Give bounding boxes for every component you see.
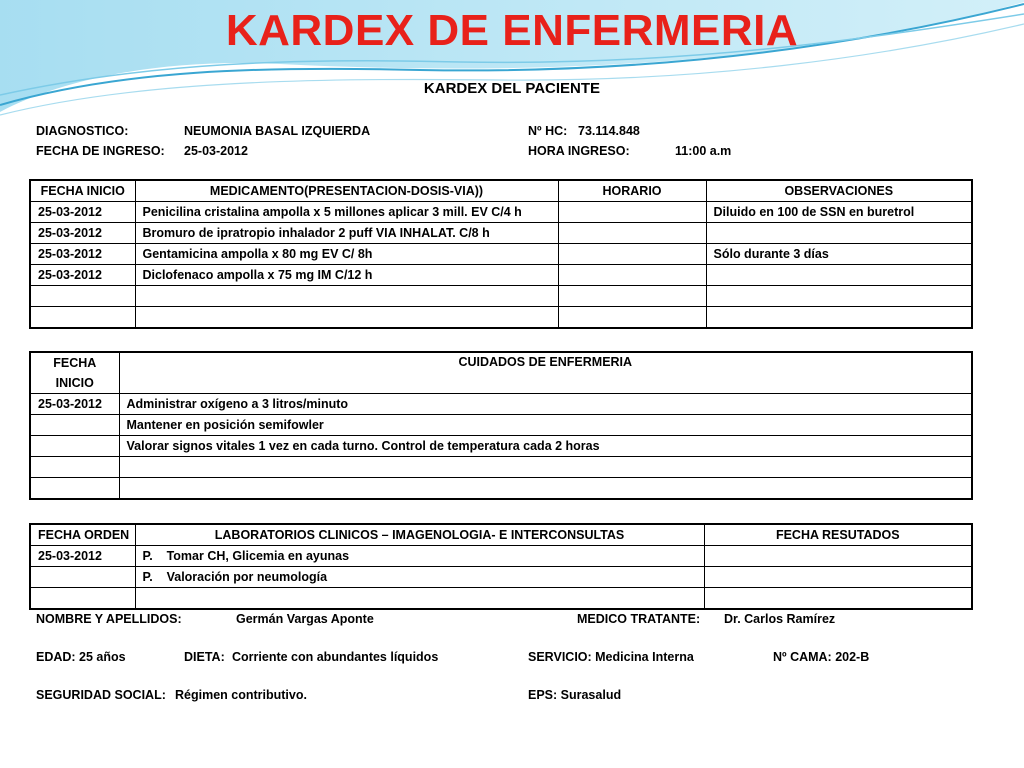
servicio-text: SERVICIO: Medicina Interna xyxy=(528,650,694,664)
cell-fecha xyxy=(30,307,135,329)
page-title: KARDEX DE ENFERMERIA xyxy=(225,6,799,55)
medico-value: Dr. Carlos Ramírez xyxy=(724,612,836,626)
cell-fecha-resultado xyxy=(704,567,972,588)
cell-fecha: 25-03-2012 xyxy=(30,265,135,286)
cell-horario xyxy=(558,286,706,307)
table-row xyxy=(30,223,972,244)
diagnostico-label: DIAGNOSTICO: xyxy=(36,124,129,138)
fecha-ingreso-value: 25-03-2012 xyxy=(184,144,248,158)
nombre-label: NOMBRE Y APELLIDOS: xyxy=(36,612,182,626)
dieta-value: Corriente con abundantes líquidos xyxy=(232,650,439,664)
cama-text: Nº CAMA: 202-B xyxy=(773,650,870,664)
table-row xyxy=(30,588,972,610)
table-row xyxy=(30,286,972,307)
cell-horario xyxy=(558,223,706,244)
cuidados-header-row xyxy=(30,352,972,394)
cell-fecha xyxy=(30,286,135,307)
cell-cuidado xyxy=(119,478,972,500)
cell-fecha xyxy=(30,457,119,478)
eps-text: EPS: Surasalud xyxy=(528,688,622,702)
header-horario: HORARIO xyxy=(558,180,706,202)
seguridad-value: Régimen contributivo. xyxy=(175,688,307,702)
cell-fecha-resultado xyxy=(704,588,972,610)
cell-cuidado: Mantener en posición semifowler xyxy=(119,415,972,436)
medicamentos-header-row xyxy=(30,180,972,202)
cell-fecha: 25-03-2012 xyxy=(30,223,135,244)
medicamentos-table xyxy=(29,179,973,329)
table-row xyxy=(30,244,972,265)
cell-fecha: 25-03-2012 xyxy=(30,394,119,415)
table-row xyxy=(30,307,972,329)
cell-medicamento xyxy=(135,286,558,307)
table-row xyxy=(30,567,972,588)
cell-observaciones xyxy=(706,223,972,244)
table-row xyxy=(30,394,972,415)
page-subtitle: KARDEX DEL PACIENTE xyxy=(423,80,601,97)
table-row xyxy=(30,478,972,500)
table-row xyxy=(30,457,972,478)
cell-medicamento xyxy=(135,307,558,329)
nombre-value: Germán Vargas Aponte xyxy=(236,612,374,626)
cell-horario xyxy=(558,244,706,265)
cell-horario xyxy=(558,202,706,223)
table-row xyxy=(30,546,972,567)
cell-horario xyxy=(558,307,706,329)
cell-fecha xyxy=(30,567,135,588)
cell-laboratorio xyxy=(135,588,704,610)
laboratorios-header-row xyxy=(30,524,972,546)
cell-fecha: 25-03-2012 xyxy=(30,202,135,223)
header-fecha-inicio: FECHA INICIO xyxy=(30,180,135,202)
cell-fecha-resultado xyxy=(704,546,972,567)
laboratorios-table xyxy=(29,523,973,610)
hc-value: 73.114.848 xyxy=(578,124,640,138)
cell-fecha xyxy=(30,478,119,500)
cell-medicamento: Diclofenaco ampolla x 75 mg IM C/12 h xyxy=(135,265,558,286)
cell-laboratorio: P. Tomar CH, Glicemia en ayunas xyxy=(135,546,704,567)
table-row xyxy=(30,202,972,223)
header-observaciones: OBSERVACIONES xyxy=(706,180,972,202)
cell-horario xyxy=(558,265,706,286)
hora-ingreso-value: 11:00 a.m xyxy=(675,144,732,158)
cell-observaciones xyxy=(706,307,972,329)
table-row xyxy=(30,415,972,436)
header-laboratorios: LABORATORIOS CLINICOS – IMAGENOLOGIA- E INTERCONSULTAS xyxy=(135,524,704,546)
header-fecha-resultados: FECHA RESUTADOS xyxy=(704,524,972,546)
cell-observaciones: Sólo durante 3 días xyxy=(706,244,972,265)
cell-medicamento: Penicilina cristalina ampolla x 5 millones aplicar 3 mill. EV C/4 h xyxy=(135,202,558,223)
cell-fecha: 25-03-2012 xyxy=(30,546,135,567)
hc-label: Nº HC: xyxy=(528,124,568,138)
cell-observaciones xyxy=(706,286,972,307)
cell-observaciones: Diluido en 100 de SSN en buretrol xyxy=(706,202,972,223)
cell-fecha xyxy=(30,436,119,457)
header-fecha-inicio: FECHA INICIO xyxy=(30,352,119,394)
medico-label: MEDICO TRATANTE: xyxy=(577,612,701,626)
cell-cuidado xyxy=(119,457,972,478)
cell-observaciones xyxy=(706,265,972,286)
edad-text: EDAD: 25 años xyxy=(36,650,126,664)
cell-cuidado: Administrar oxígeno a 3 litros/minuto xyxy=(119,394,972,415)
cell-medicamento: Gentamicina ampolla x 80 mg EV C/ 8h xyxy=(135,244,558,265)
cell-cuidado: Valorar signos vitales 1 vez en cada turno. Control de temperatura cada 2 horas xyxy=(119,436,972,457)
header-fecha-orden: FECHA ORDEN xyxy=(30,524,135,546)
dieta-label: DIETA: xyxy=(184,650,225,664)
hora-ingreso-label: HORA INGRESO: xyxy=(528,144,630,158)
table-row xyxy=(30,436,972,457)
cell-fecha: 25-03-2012 xyxy=(30,244,135,265)
cuidados-table xyxy=(29,351,973,500)
header-medicamento: MEDICAMENTO(PRESENTACION-DOSIS-VIA)) xyxy=(135,180,558,202)
cell-laboratorio: P. Valoración por neumología xyxy=(135,567,704,588)
table-row xyxy=(30,265,972,286)
diagnostico-value: NEUMONIA BASAL IZQUIERDA xyxy=(184,124,371,138)
cell-fecha xyxy=(30,588,135,610)
seguridad-label: SEGURIDAD SOCIAL: xyxy=(36,688,166,702)
header-cuidados: CUIDADOS DE ENFERMERIA xyxy=(119,352,972,394)
cell-medicamento: Bromuro de ipratropio inhalador 2 puff VIA INHALAT. C/8 h xyxy=(135,223,558,244)
fecha-ingreso-label: FECHA DE INGRESO: xyxy=(36,144,165,158)
cell-fecha xyxy=(30,415,119,436)
